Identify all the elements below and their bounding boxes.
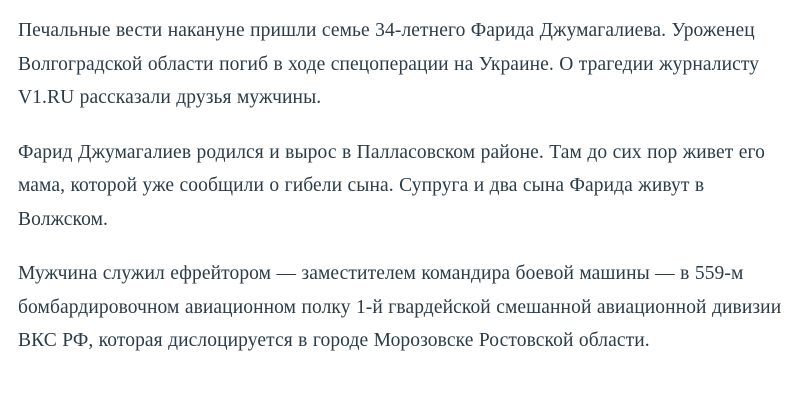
article-paragraph-3: Мужчина служил ефрейтором — заместителем командира боевой машины — в 559-м бомбардировочном авиационном полку 1-й гвардейской смешанной авиационной дивизии ВКС РФ, которая дислоцируется в городе Морозовске Ростовской области. [18,263,782,351]
article-paragraph-1: Печальные вести накануне пришли семье 34-летнего Фарида Джумагалиева. Уроженец Волгоградской области погиб в ходе спецоперации на Украине. О трагедии журналисту V1.RU рассказали друзья мужчины. [18,20,760,108]
article-paragraph-2: Фарид Джумагалиев родился и вырос в Палласовском районе. Там до сих пор живет его мама, которой уже сообщили о гибели сына. Супруга и два сына Фарида живут в Волжском. [18,141,765,230]
